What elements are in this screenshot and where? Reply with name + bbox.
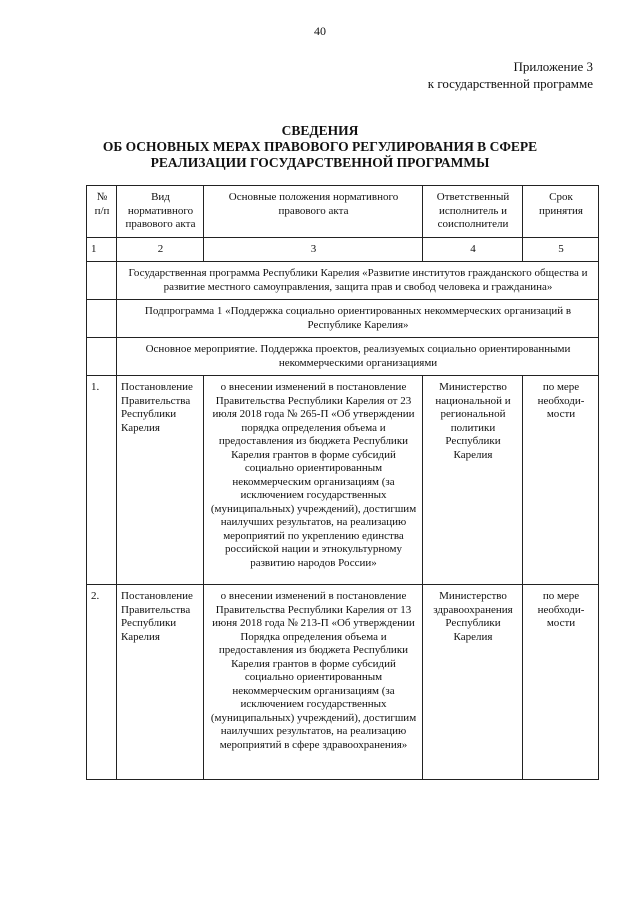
row-executor: Министерство здравоохранения Республики Карелия <box>423 585 523 780</box>
appendix-line-1: Приложение 3 <box>513 59 593 74</box>
row-number: 2. <box>87 585 117 780</box>
program-title: Государственная программа Республики Карелия «Развитие институтов гражданского общества и развитие местного самоуправления, защита прав и свобод человека и гражданина» <box>117 262 599 300</box>
column-number-2: 2 <box>117 237 204 262</box>
header-term: Срок принятия <box>523 186 599 238</box>
subprogram-empty-cell <box>87 300 117 338</box>
table-row <box>87 585 599 780</box>
appendix-line-2: к государственной программе <box>427 76 593 91</box>
title-line-3: РЕАЛИЗАЦИИ ГОСУДАРСТВЕННОЙ ПРОГРАММЫ <box>150 155 490 170</box>
column-number-4: 4 <box>423 237 523 262</box>
row-act-type: Постановление Правительства Республики Карелия <box>117 376 204 585</box>
title-line-2: ОБ ОСНОВНЫХ МЕРАХ ПРАВОВОГО РЕГУЛИРОВАНИЯ В СФЕРЕ <box>102 139 538 154</box>
program-row <box>87 262 599 300</box>
main-activity-title: Основное мероприятие. Поддержка проектов, реализуемых социально ориентированными некоммерческими организациями <box>117 338 599 376</box>
table-header-row <box>87 186 599 238</box>
column-numbers-row <box>87 237 599 262</box>
row-executor: Министерство национальной и региональной политики Республики Карелия <box>423 376 523 585</box>
row-provisions: о внесении изменений в постановление Правительства Республики Карелия от 23 июля 2018 года № 265-П «Об утверждении порядка определения объема и предоставления из бюджета Республики Карелия грантов в форме субсидий социально ориентированным некоммерческим организациям (за исключением государственных (муниципальных) учреждений), достигшим наилучших результатов, на реализацию мероприятий по укреплению единства российской нации и этнокультурному развитию народов России» <box>204 376 423 585</box>
page-number: 40 <box>314 24 326 38</box>
main-activity-row <box>87 338 599 376</box>
column-number-5: 5 <box>523 237 599 262</box>
main-activity-empty-cell <box>87 338 117 376</box>
header-executor: Ответственный исполнитель и соисполнители <box>423 186 523 238</box>
legal-measures-table <box>86 185 599 780</box>
title-line-1: СВЕДЕНИЯ <box>281 123 359 138</box>
row-term: по мере необходи-мости <box>523 376 599 585</box>
header-act-type: Вид нормативного правового акта <box>117 186 204 238</box>
document-title <box>60 123 580 171</box>
table-row <box>87 376 599 585</box>
appendix-note <box>428 58 593 92</box>
subprogram-row <box>87 300 599 338</box>
subprogram-title: Подпрограмма 1 «Поддержка социально ориентированных некоммерческих организаций в Республике Карелия» <box>117 300 599 338</box>
program-empty-cell <box>87 262 117 300</box>
row-act-type: Постановление Правительства Республики Карелия <box>117 585 204 780</box>
column-number-3: 3 <box>204 237 423 262</box>
row-provisions: о внесении изменений в постановление Правительства Республики Карелия от 13 июня 2018 года № 213-П «Об утверждении Порядка определения объема и предоставления из бюджета Республики Карелия грантов в форме субсидий социально ориентированным некоммерческим организациям (за исключением государственных (муниципальных) учреждений), достигшим наилучших результатов, на реализацию мероприятий в сфере здравоохранения» <box>204 585 423 780</box>
header-provisions: Основные положения нормативного правового акта <box>204 186 423 238</box>
row-number: 1. <box>87 376 117 585</box>
row-term: по мере необходи-мости <box>523 585 599 780</box>
column-number-1: 1 <box>87 237 117 262</box>
header-number: № п/п <box>87 186 117 238</box>
